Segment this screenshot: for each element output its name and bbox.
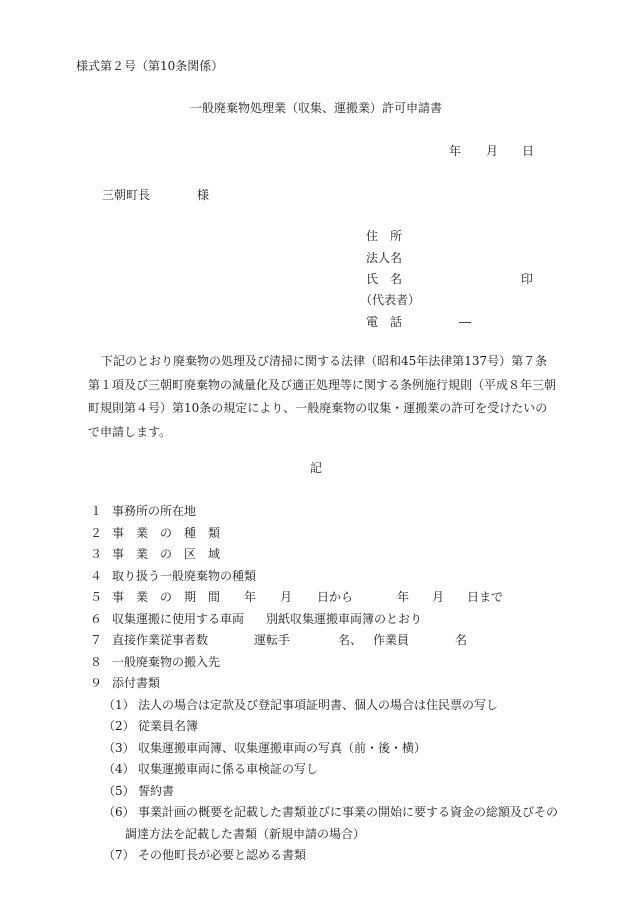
- list-item: [90, 654, 220, 670]
- attachment-item: [103, 847, 306, 863]
- driver-label: 運転手: [254, 633, 291, 647]
- list-item: [90, 525, 220, 541]
- attachment-item: [103, 783, 174, 799]
- item-number: ９: [90, 676, 103, 690]
- applicant-corp-name-label: 法人名: [366, 251, 403, 265]
- addressee-honorific: 様: [197, 188, 210, 202]
- attachment-item: [103, 718, 198, 734]
- application-statement: 下記のとおり廃棄物の処理及び清掃に関する法律（昭和45年法律第137号）第７条第１項及び三朝町廃棄物の減量化及び適正処理等に関する条例施行規則（平成８年三朝町規則第４号）第10条の規定により、一般廃棄物の収集・運搬業の許可を受けたいので申請します。: [88, 354, 557, 439]
- applicant-representative-label: （代表者）: [360, 293, 421, 307]
- addressee-name: 三朝町長: [102, 188, 151, 202]
- attachment-text: 収集運搬車両に係る車検証の写し: [138, 762, 319, 776]
- vehicles-value: 別紙収集運搬車両簿のとおり: [266, 612, 423, 626]
- attachment-text: その他町長が必要と認める書類: [138, 848, 307, 862]
- ki-heading: 記: [310, 461, 323, 475]
- attachment-number: （7）: [103, 848, 135, 862]
- item-label: 事務所の所在地: [112, 504, 197, 518]
- item-label: 一般廃棄物の搬入先: [112, 655, 221, 669]
- driver-unit: 名、: [338, 633, 363, 647]
- period-start-year: 年: [244, 590, 257, 604]
- applicant-address-label: 住 所: [366, 229, 403, 243]
- attachment-number: （4）: [103, 762, 135, 776]
- worker-label: 作業員: [373, 633, 410, 647]
- item-label: 事 業 の 区 域: [112, 547, 221, 561]
- attachment-item: [103, 804, 558, 820]
- seal-mark: 印: [521, 272, 534, 286]
- item-label: 添付書類: [112, 676, 161, 690]
- attachment-text: 収集運搬車両簿、収集運搬車両の写真（前・後・横）: [138, 741, 427, 755]
- period-end-year: 年: [397, 590, 410, 604]
- attachment-number: （5）: [103, 784, 135, 798]
- item-number: １: [90, 504, 103, 518]
- item-label: 取り扱う一般廃棄物の種類: [112, 569, 257, 583]
- period-end-day: 日まで: [467, 590, 504, 604]
- attachment-number: （3）: [103, 741, 135, 755]
- attachment-text: 事業計画の概要を記載した書類並びに事業の開始に要する資金の総額及びその: [138, 805, 559, 819]
- list-item-period: [90, 589, 220, 605]
- period-end-month: 月: [432, 590, 445, 604]
- date-year: 年: [449, 144, 462, 158]
- attachment-item: [103, 761, 318, 777]
- item-number: ６: [90, 612, 103, 626]
- attachment-text: 法人の場合は定款及び登記事項証明書、個人の場合は住民票の写し: [138, 698, 499, 712]
- attachment-item: [103, 697, 498, 713]
- item-number: ５: [90, 590, 103, 604]
- form-number: 様式第２号（第10条関係）: [76, 59, 224, 73]
- item-number: ８: [90, 655, 103, 669]
- attachment-number: （6）: [103, 805, 135, 819]
- item-label: 収集運搬に使用する車両: [112, 612, 245, 626]
- attachment-number: （1）: [103, 698, 135, 712]
- list-item: [90, 675, 160, 691]
- item-number: ４: [90, 569, 103, 583]
- document-title: 一般廃棄物処理業（収集、運搬業）許可申請書: [190, 101, 443, 115]
- list-item: [90, 568, 256, 584]
- attachment-text: 従業員名簿: [138, 719, 199, 733]
- item-number: ２: [90, 526, 103, 540]
- period-start-month: 月: [280, 590, 293, 604]
- list-item-vehicles: [90, 611, 244, 627]
- item-label: 事 業 の 期 間: [112, 590, 221, 604]
- date-day: 日: [522, 144, 535, 158]
- item-number: ７: [90, 633, 103, 647]
- period-start-day: 日から: [317, 590, 354, 604]
- date-month: 月: [486, 144, 499, 158]
- list-item: [90, 503, 196, 519]
- attachment-text: 誓約書: [138, 784, 175, 798]
- item-label: 直接作業従事者数: [112, 633, 209, 647]
- applicant-name-label: 氏 名: [366, 272, 403, 286]
- worker-unit: 名: [455, 633, 468, 647]
- phone-dash: ―: [459, 315, 471, 329]
- attachment-text-continued: 調達方法を記載した書類（新規申請の場合）: [125, 827, 366, 841]
- applicant-phone-label: 電 話: [366, 315, 403, 329]
- attachment-item: [103, 740, 426, 756]
- item-number: ３: [90, 547, 103, 561]
- list-item-workers: [90, 632, 208, 648]
- item-label: 事 業 の 種 類: [112, 526, 221, 540]
- list-item: [90, 546, 220, 562]
- attachment-number: （2）: [103, 719, 135, 733]
